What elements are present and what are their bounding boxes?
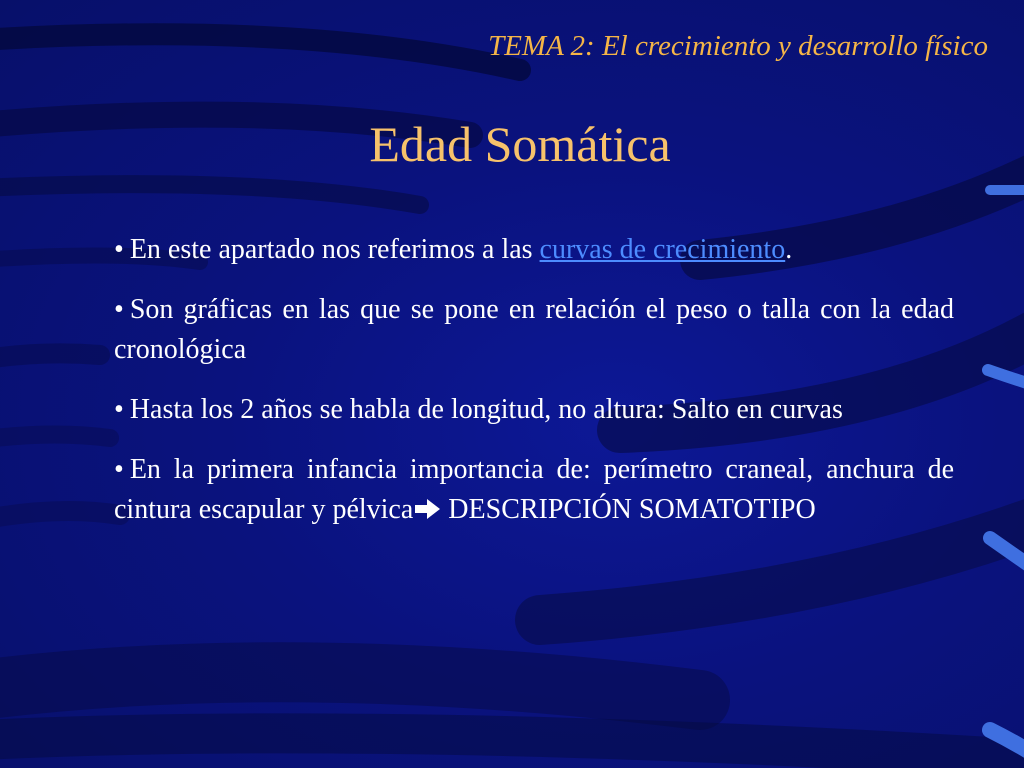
bullet-text: En este apartado nos referimos a las	[129, 234, 540, 265]
bullet-item	[114, 290, 954, 370]
bullet-item	[114, 230, 954, 270]
bullet-text: .	[785, 234, 793, 265]
bullet-item	[114, 450, 954, 532]
bullet-text: Son gráficas en las que se pone en relación el peso o talla con la edad cronológica	[114, 294, 954, 365]
bullet-text: Hasta los 2 años se habla de longitud, no altura: Salto en curvas	[129, 394, 843, 425]
bullet-marker: •	[114, 234, 124, 265]
bullet-list	[114, 230, 954, 552]
bullet-marker: •	[114, 294, 124, 325]
bullet-text: DESCRIPCIÓN SOMATOTIPO	[441, 494, 816, 525]
course-header: TEMA 2: El crecimiento y desarrollo físico	[488, 30, 988, 62]
bullet-text: En la primera infancia importancia de: perímetro craneal, anchura de cintura escapular y pélvica	[114, 454, 954, 525]
curvas-crecimiento-link[interactable]: curvas de crecimiento	[539, 234, 786, 265]
right-arrow-icon	[415, 492, 441, 532]
bullet-item	[114, 390, 954, 430]
bullet-marker: •	[114, 454, 124, 485]
bullet-marker: •	[114, 394, 124, 425]
slide-title: Edad Somática	[369, 116, 671, 172]
